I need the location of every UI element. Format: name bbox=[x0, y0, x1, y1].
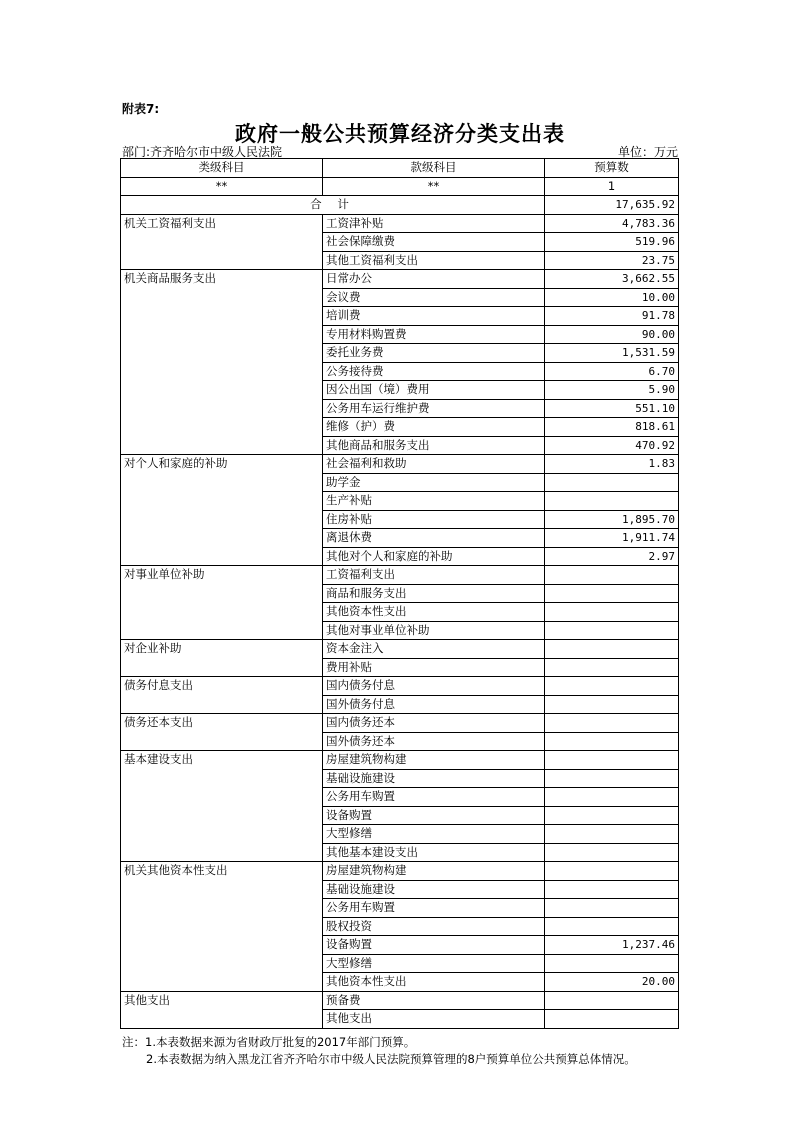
amount-cell: 818.61 bbox=[545, 418, 679, 437]
category-cell: 机关工资福利支出 bbox=[121, 214, 323, 270]
subcategory-cell: 专用材料购置费 bbox=[323, 325, 545, 344]
amount-cell bbox=[545, 732, 679, 751]
amount-cell: 90.00 bbox=[545, 325, 679, 344]
amount-cell bbox=[545, 825, 679, 844]
amount-cell: 519.96 bbox=[545, 233, 679, 252]
category-cell: 债务还本支出 bbox=[121, 714, 323, 751]
amount-cell: 1,895.70 bbox=[545, 510, 679, 529]
subcategory-cell: 日常办公 bbox=[323, 270, 545, 289]
amount-cell: 5.90 bbox=[545, 381, 679, 400]
amount-cell bbox=[545, 492, 679, 511]
table-row bbox=[121, 714, 679, 733]
subcategory-cell: 设备购置 bbox=[323, 936, 545, 955]
table-row bbox=[121, 214, 679, 233]
subcategory-cell: 公务用车购置 bbox=[323, 899, 545, 918]
table-row bbox=[121, 862, 679, 881]
amount-cell: 4,783.36 bbox=[545, 214, 679, 233]
amount-cell: 2.97 bbox=[545, 547, 679, 566]
subcategory-cell: 费用补贴 bbox=[323, 658, 545, 677]
amount-cell bbox=[545, 899, 679, 918]
footnotes bbox=[122, 1034, 636, 1068]
amount-cell bbox=[545, 843, 679, 862]
category-cell: 其他支出 bbox=[121, 991, 323, 1028]
subcategory-cell: 因公出国（境）费用 bbox=[323, 381, 545, 400]
amount-cell: 551.10 bbox=[545, 399, 679, 418]
header-amount: 预算数 bbox=[545, 159, 679, 178]
amount-cell: 1.83 bbox=[545, 455, 679, 474]
subcategory-cell: 其他资本性支出 bbox=[323, 603, 545, 622]
total-value: 17,635.92 bbox=[545, 196, 679, 215]
subcategory-cell: 资本金注入 bbox=[323, 640, 545, 659]
table-row bbox=[121, 991, 679, 1010]
subcategory-cell: 房屋建筑物构建 bbox=[323, 751, 545, 770]
amount-cell bbox=[545, 714, 679, 733]
code-category: ** bbox=[121, 177, 323, 196]
amount-cell bbox=[545, 751, 679, 770]
amount-cell bbox=[545, 769, 679, 788]
subcategory-cell: 其他基本建设支出 bbox=[323, 843, 545, 862]
subcategory-cell: 其他支出 bbox=[323, 1010, 545, 1029]
subcategory-cell: 其他商品和服务支出 bbox=[323, 436, 545, 455]
subcategory-cell: 其他对个人和家庭的补助 bbox=[323, 547, 545, 566]
table-row bbox=[121, 640, 679, 659]
subcategory-cell: 社会保障缴费 bbox=[323, 233, 545, 252]
table-row bbox=[121, 566, 679, 585]
table-row bbox=[121, 751, 679, 770]
subcategory-cell: 设备购置 bbox=[323, 806, 545, 825]
subcategory-cell: 社会福利和救助 bbox=[323, 455, 545, 474]
subcategory-cell: 房屋建筑物构建 bbox=[323, 862, 545, 881]
subcategory-cell: 培训费 bbox=[323, 307, 545, 326]
amount-cell: 1,531.59 bbox=[545, 344, 679, 363]
amount-cell bbox=[545, 584, 679, 603]
header-subcategory: 款级科目 bbox=[323, 159, 545, 178]
category-cell: 机关其他资本性支出 bbox=[121, 862, 323, 992]
amount-cell bbox=[545, 621, 679, 640]
subcategory-cell: 大型修缮 bbox=[323, 954, 545, 973]
header-row bbox=[121, 159, 679, 178]
category-cell: 对企业补助 bbox=[121, 640, 323, 677]
subcategory-cell: 国外债务付息 bbox=[323, 695, 545, 714]
unit-label: 单位：万元 bbox=[617, 145, 678, 159]
amount-cell: 10.00 bbox=[545, 288, 679, 307]
subcategory-cell: 工资福利支出 bbox=[323, 566, 545, 585]
amount-cell bbox=[545, 991, 679, 1010]
subcategory-cell: 其他资本性支出 bbox=[323, 973, 545, 992]
amount-cell bbox=[545, 954, 679, 973]
code-row bbox=[121, 177, 679, 196]
amount-cell bbox=[545, 917, 679, 936]
amount-cell: 6.70 bbox=[545, 362, 679, 381]
table-row bbox=[121, 677, 679, 696]
department-label: 部门:齐齐哈尔市中级人民法院 bbox=[122, 145, 283, 159]
subcategory-cell: 助学金 bbox=[323, 473, 545, 492]
footnote-2: 2.本表数据为纳入黑龙江省齐齐哈尔市中级人民法院预算管理的8户预算单位公共预算总体情况。 bbox=[146, 1052, 636, 1066]
subcategory-cell: 委托业务费 bbox=[323, 344, 545, 363]
subcategory-cell: 工资津补贴 bbox=[323, 214, 545, 233]
subcategory-cell: 预备费 bbox=[323, 991, 545, 1010]
amount-cell: 1,911.74 bbox=[545, 529, 679, 548]
subcategory-cell: 基础设施建设 bbox=[323, 880, 545, 899]
appendix-label: 附表7: bbox=[122, 102, 160, 116]
category-cell: 基本建设支出 bbox=[121, 751, 323, 862]
amount-cell bbox=[545, 566, 679, 585]
subcategory-cell: 商品和服务支出 bbox=[323, 584, 545, 603]
amount-cell: 91.78 bbox=[545, 307, 679, 326]
subcategory-cell: 其他工资福利支出 bbox=[323, 251, 545, 270]
subcategory-cell: 其他对事业单位补助 bbox=[323, 621, 545, 640]
subcategory-cell: 离退休费 bbox=[323, 529, 545, 548]
page-title: 政府一般公共预算经济分类支出表 bbox=[235, 121, 565, 146]
amount-cell bbox=[545, 880, 679, 899]
total-label: 合 计 bbox=[121, 196, 545, 215]
budget-table bbox=[120, 158, 679, 1029]
subcategory-cell: 住房补贴 bbox=[323, 510, 545, 529]
table-row bbox=[121, 455, 679, 474]
amount-cell: 470.92 bbox=[545, 436, 679, 455]
header-category: 类级科目 bbox=[121, 159, 323, 178]
subcategory-cell: 会议费 bbox=[323, 288, 545, 307]
category-cell: 对事业单位补助 bbox=[121, 566, 323, 640]
footnote-1: 注：1.本表数据来源为省财政厅批复的2017年部门预算。 bbox=[122, 1035, 416, 1049]
amount-cell bbox=[545, 677, 679, 696]
subcategory-cell: 公务用车运行维护费 bbox=[323, 399, 545, 418]
subcategory-cell: 国外债务还本 bbox=[323, 732, 545, 751]
subcategory-cell: 大型修缮 bbox=[323, 825, 545, 844]
subcategory-cell: 国内债务还本 bbox=[323, 714, 545, 733]
amount-cell bbox=[545, 603, 679, 622]
category-cell: 对个人和家庭的补助 bbox=[121, 455, 323, 566]
subcategory-cell: 股权投资 bbox=[323, 917, 545, 936]
total-row bbox=[121, 196, 679, 215]
subcategory-cell: 生产补贴 bbox=[323, 492, 545, 511]
amount-cell bbox=[545, 788, 679, 807]
subcategory-cell: 维修（护）费 bbox=[323, 418, 545, 437]
code-subcategory: ** bbox=[323, 177, 545, 196]
category-cell: 债务付息支出 bbox=[121, 677, 323, 714]
amount-cell bbox=[545, 806, 679, 825]
category-cell: 机关商品服务支出 bbox=[121, 270, 323, 455]
amount-cell bbox=[545, 695, 679, 714]
amount-cell: 3,662.55 bbox=[545, 270, 679, 289]
amount-cell bbox=[545, 1010, 679, 1029]
amount-cell bbox=[545, 640, 679, 659]
amount-cell: 20.00 bbox=[545, 973, 679, 992]
subcategory-cell: 基础设施建设 bbox=[323, 769, 545, 788]
amount-cell: 23.75 bbox=[545, 251, 679, 270]
subcategory-cell: 公务接待费 bbox=[323, 362, 545, 381]
code-amount: 1 bbox=[545, 177, 679, 196]
amount-cell bbox=[545, 473, 679, 492]
amount-cell: 1,237.46 bbox=[545, 936, 679, 955]
table-row bbox=[121, 270, 679, 289]
subcategory-cell: 国内债务付息 bbox=[323, 677, 545, 696]
amount-cell bbox=[545, 658, 679, 677]
amount-cell bbox=[545, 862, 679, 881]
subcategory-cell: 公务用车购置 bbox=[323, 788, 545, 807]
